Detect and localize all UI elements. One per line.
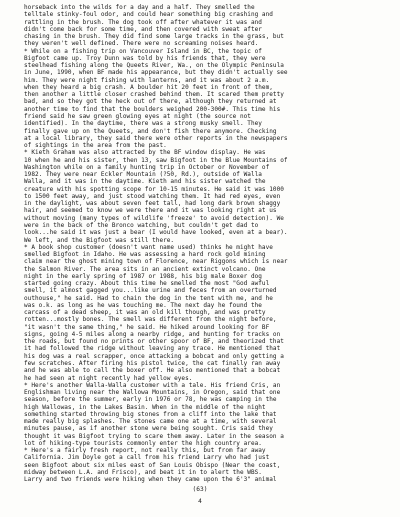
text-line: carcass of a dead sheep, it was an old kill though, and was pretty (24, 309, 266, 317)
text-line: * Here's a fairly fresh report, not really this, but from far away (24, 447, 266, 455)
text-line: 10 when he and his sister, then 13, saw Bigfoot in the Blue Mountains of (24, 156, 288, 164)
text-line: didn't come back for some time, and then covered with sweat after (24, 25, 262, 33)
text-line: the Salmon River. The area sits in an ancient extinct volcano. One (24, 265, 266, 273)
text-line: horseback into the wilds for a day and a half. They smelled the (24, 4, 255, 11)
text-line: signs, going 4-5 miles along a nearby ridge, and hunting for tracks on (24, 330, 281, 338)
text-line: they weren't well defined. There were no screaming noises heard. (24, 40, 259, 48)
text-line: telltale stinky-foul odor, and could hear something big crashing and (24, 11, 273, 19)
text-line: something started throwing big stones from a cliff into the lake that (24, 410, 277, 418)
text-line: made really big splashes. The stones came one at a time, with several (24, 418, 277, 426)
text-line: hair, and seemed to know we were there and it was looking right at us (24, 207, 277, 215)
text-line: California. Jim Doyle got a call from his friend Larry who had just (24, 454, 270, 462)
text-line: minutes pause, as if another stone were being sought. Cris said they (24, 425, 273, 433)
text-line: rattling in the brush. The dog took off after whatever it was and (24, 18, 262, 26)
text-line: started going crazy. About this time he smelled the most "God awful (24, 280, 270, 288)
text-line: * Kieth Graham was also attracted by the BF window display. He was (24, 149, 266, 157)
text-line: * Here's another Walla-Walla customer with a tale. His friend Cris, an (24, 381, 281, 389)
text-line: season, before the summer, early in 1976 or 78, he was camping in the (24, 396, 277, 404)
text-line: at a local library, they said there were other reports in the newspapers (24, 134, 288, 142)
text-line: without moving (many types of wildlife 'freeze' to avoid detection). We (24, 214, 284, 222)
text-line: it had followed the ridge without leaving any trace. He mentioned that (24, 345, 281, 353)
text-line: few scratches. After firing his pistol twice, the cat finally ran away (24, 360, 281, 368)
text-line: the roads, but found no prints or other spoor of BF, and theorized that (24, 338, 284, 346)
text-line: Bigfoot came up. Troy Dunn was told by his friends that, they were (24, 54, 266, 62)
text-line: outhouse," he said. Had to chain the dog in the tent with me, and he (24, 294, 273, 302)
text-line: Washington while on a family hunting trip in October or November of (24, 163, 270, 171)
text-line: and he was able to call the boxer off. He also mentioned that a bobcat (24, 367, 281, 375)
text-line: We left, and the Bigfoot was still there. (24, 236, 175, 244)
text-line: * While on a fishing trip on Vancouver Island in BC, the topic of (24, 47, 262, 55)
text-line: then another a little closer crashed behind them. It scared them pretty (24, 91, 284, 99)
text-line: he had seen at night recently had yellow eyes. (24, 374, 193, 382)
text-line: 1982. They were near Eckler Mountain (?50, Rd.), outside of Walla (24, 171, 262, 179)
text-line: identified). In the daytime, there was a strong musky smell. They (24, 120, 262, 128)
text-line: was o.k. as long as he was touching me. The next day he found the (24, 301, 262, 309)
text-line: bad, and so they got the heck out of there, although they returned at (24, 98, 277, 106)
text-line: Walla, and it was in the daytime. Kieth and his sister watched the (24, 178, 266, 186)
text-line: midway between L.A. and Frisco), and beat it in to alert the WBS. (24, 469, 262, 476)
text-line: lot of hiking-type tourists commonly enter the high country area. (24, 439, 262, 447)
text-line: smell, it almost gagged you...like urine and feces from an overturned (24, 287, 277, 295)
text-line: when they heard a big crash. A boulder hit 20 feet in front of them, (24, 83, 273, 91)
text-line: to 1500 feet away, and just stood watching them. It had red eyes, even (24, 192, 281, 200)
text-line: "it wasn't the same thing," he said. He hiked around looking for BF (24, 323, 270, 331)
text-line: steelhead fishing along the Queets River, Wa., on the Olympic Peninsula (24, 62, 284, 70)
text-line: friend said he saw green glowing eyes at night (the source not (24, 112, 251, 120)
text-line: night in the early spring of 1987 or 1988, his big male Boxer dog (24, 272, 262, 280)
page-number: 4 (198, 498, 202, 505)
text-line: in June, 1990, when BF made his appearance, but they didn't actually see (24, 69, 288, 77)
text-line: thought it was Bigfoot trying to scare them away. Later in the season a (24, 432, 284, 440)
text-line: high Wallowas, in the Lakes Basin. When in the middle of the night (24, 403, 266, 411)
text-line: finally gave up on the Queets, and don't fish there anymore. Checking (24, 127, 277, 135)
text-line: him. They were night fishing with lanterns, and it was about 2 a.m. (24, 76, 270, 84)
text-line: smelled Bigfoot in Idaho. He was assessing a hard rock gold mining (24, 251, 266, 259)
text-line: claim near the ghost mining town of Florence, near Riggons which is near (24, 258, 288, 266)
text-line: of sightings in the area from the past. (24, 142, 167, 150)
text-line: Englishman living near the Wallowa Mountains, in Oregon, said that one (24, 389, 281, 397)
text-line: * A book shop customer (doesn't want name used) thinks he might have (24, 243, 273, 251)
text-line: creature with his spotting scope for 10-15 minutes. He said it was 1000 (24, 185, 284, 193)
body-text (24, 4, 386, 484)
text-line: in the daylight, was about seven feet tall, had long dark brown shaggy (24, 200, 281, 208)
text-line: another time to find that the boulders weighed 200-300#. This time his (24, 105, 281, 113)
text-line: rotten...mostly bones. The smell was different from the night before, (24, 316, 277, 324)
text-line: were in the back of the Bronco watching, but couldn't get dad to (24, 221, 259, 229)
text-line: chasing in the brush. They did find some large tracks in the grass, but (24, 33, 284, 41)
text-line: look...he said it was just a bear (I would have looked, even at a bear). (24, 229, 288, 237)
text-line: seen Bigfoot about six miles east of San Louis Obispo (Near the coast, (24, 461, 281, 469)
footer-page-marker: (63) (192, 486, 208, 493)
text-line: his dog was a real scrapper, once attacking a bobcat and only getting a (24, 352, 284, 360)
text-line: Larry and two friends were hiking when they came upon the 6'3" animal (24, 476, 277, 484)
